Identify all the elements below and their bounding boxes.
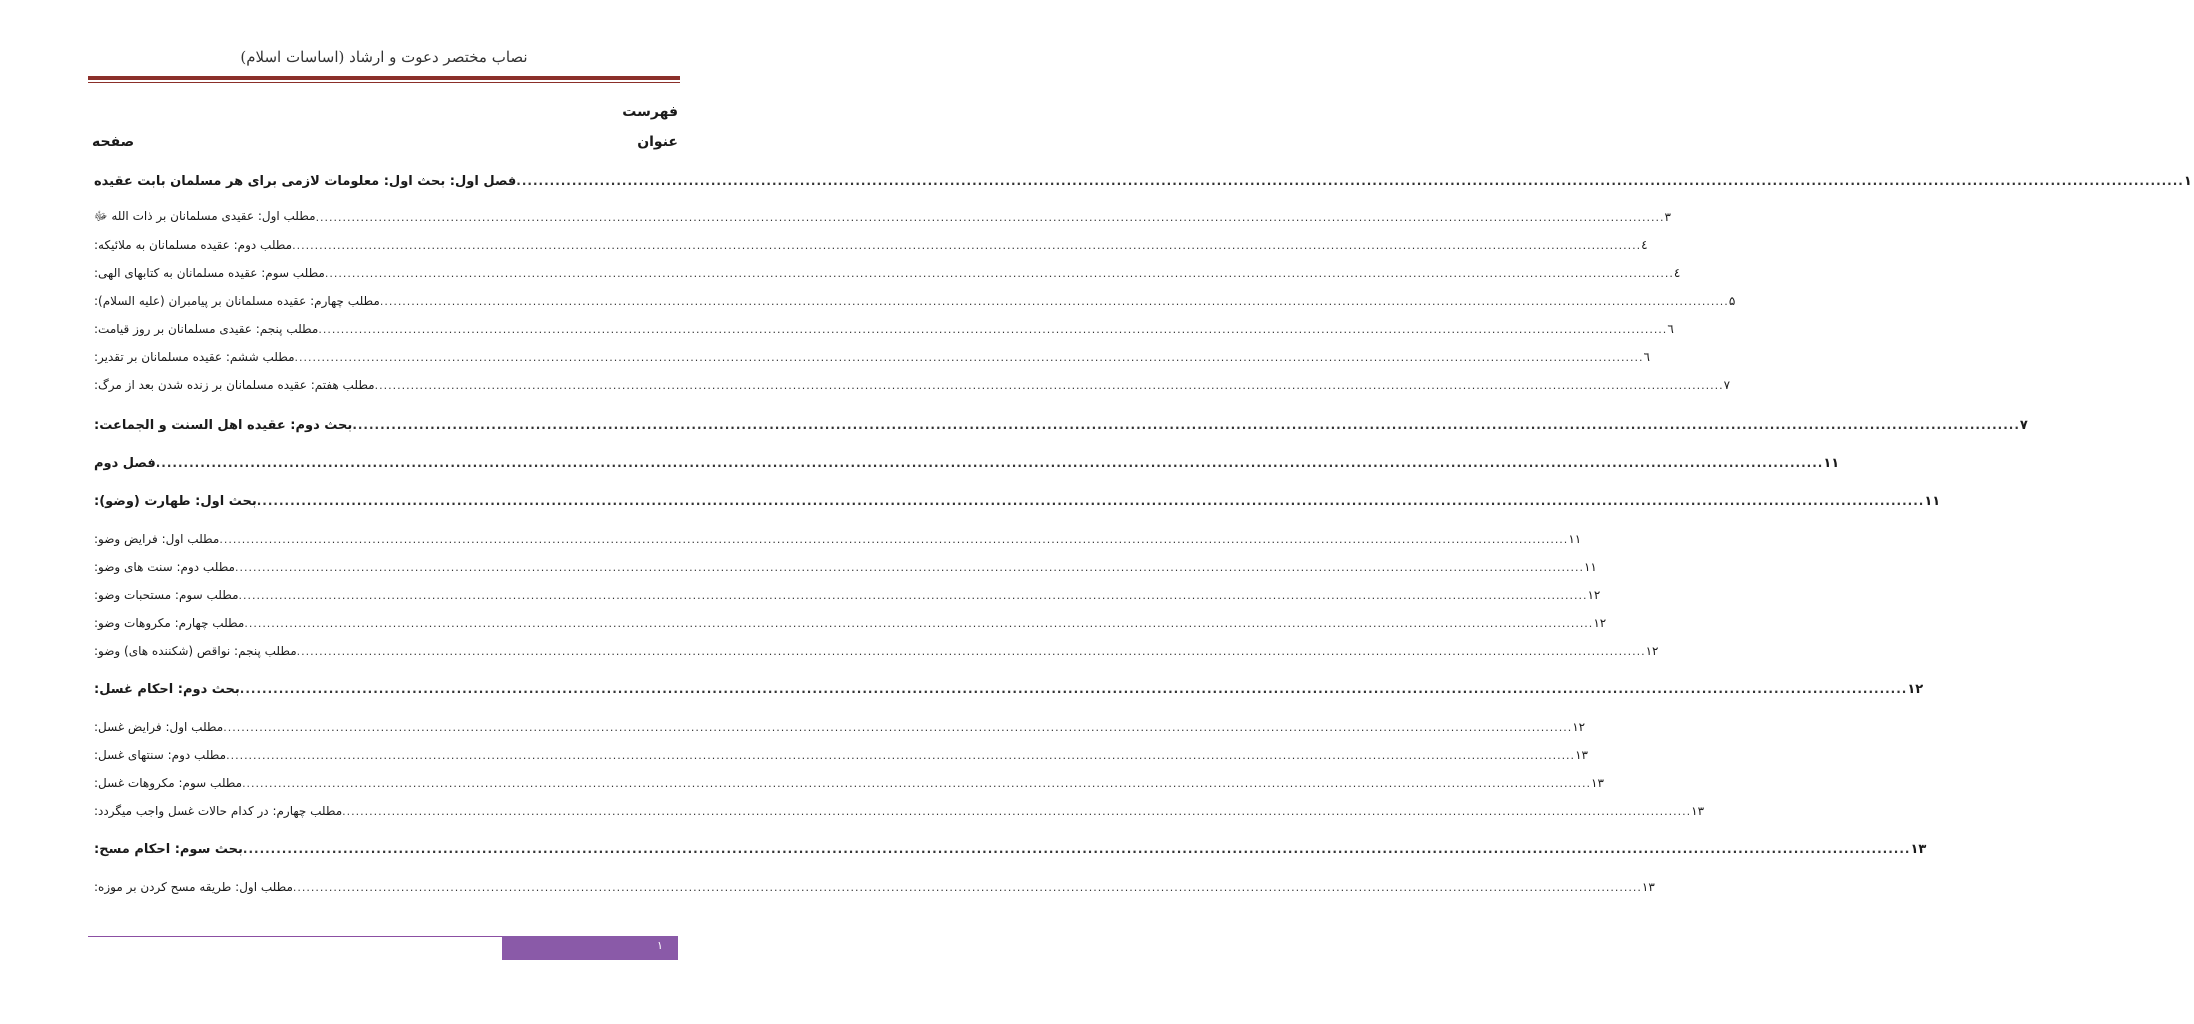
toc-entry-page: ۱۲ [1572,720,1586,734]
toc-entry-row[interactable] [90,529,1582,549]
toc-entry-page: ۱۳ [1641,880,1655,894]
toc-entry-title: مطلب پنجم: نواقص (شکننده های) وضو: [94,644,297,658]
toc-entry-page: ۱۱ [1924,493,1941,509]
toc-entry-title: مطلب چهارم: عقیده مسلمانان بر پیامبران (علیه السلام): [94,294,380,308]
toc-heading-row[interactable] [90,415,2028,435]
footer-rule [88,936,502,937]
toc-entry-row[interactable] [90,263,1681,283]
toc-heading-row[interactable] [90,679,1924,699]
toc-leader-dots: ............................................................................................................................................................................................................................................................................................................ [223,720,1573,734]
toc-entry-page: ٤ [1673,266,1681,280]
toc-entry-title: مطلب دوم: عقیده مسلمانان به ملائیکه: [94,238,293,252]
toc-entry-page: ۱ [2183,173,2192,189]
toc-entry-page: ۱۱ [1583,560,1597,574]
toc-entry-row[interactable] [90,375,1731,395]
toc-entry-title: مطلب سوم: مکروهات غسل: [94,776,243,790]
toc-entry-page: ۱۲ [1587,588,1601,602]
toc-entry-title: فصل اول: بحث اول: معلومات لازمی برای هر مسلمان بابت عقیده [94,173,517,189]
toc-column-page: صفحه [92,134,135,150]
toc-leader-dots: ............................................................................................................................................................................................................................................................................................................ [318,322,1668,336]
toc-heading-row[interactable] [90,171,2192,191]
toc-leader-dots: ............................................................................................................................................................................................................................................................................................................ [294,350,1644,364]
toc-entry-title: مطلب سوم: عقیده مسلمانان به کتابهای الهی: [94,266,325,280]
toc-entry-row[interactable] [90,801,1705,821]
toc-entry-row[interactable] [90,585,1601,605]
toc-leader-dots: ............................................................................................................................................................................................................................................................................................................ [244,616,1594,630]
footer-page-number: ۱ [657,939,663,952]
toc-entry-title: مطلب سوم: مستحبات وضو: [94,588,239,602]
toc-entry-page: ٦ [1643,350,1650,364]
toc-entry-row[interactable] [90,641,1659,661]
running-header: نصاب مختصر دعوت و ارشاد (اساسات اسلام) [240,48,528,66]
toc-leader-dots: ............................................................................................................................................................................................................................................................................................................ [292,238,1642,252]
toc-heading-row[interactable] [90,839,1927,859]
toc-entry-row[interactable] [90,235,1648,255]
toc-leader-dots: ............................................................................................................................................................................................................................................................................................................ [516,174,2184,188]
toc-leader-dots: ............................................................................................................................................................................................................................................................................................................ [226,748,1576,762]
toc-entry-title: مطلب اول: طریقه مسح کردن بر موزه: [94,880,293,894]
toc-entry-title: مطلب دوم: سنتهای غسل: [94,748,227,762]
toc-entry-page: ۱۲ [1593,616,1607,630]
toc-leader-dots: ............................................................................................................................................................................................................................................................................................................ [155,456,1824,470]
toc-entry-page: ۷ [2019,417,2028,433]
toc-entry-page: ۱۳ [1575,748,1588,762]
toc-entry-row[interactable] [90,347,1650,367]
toc-entry-title: بحث اول: طهارت (وضو): [94,493,257,509]
toc-leader-dots: ............................................................................................................................................................................................................................................................................................................ [234,560,1584,574]
toc-entry-row[interactable] [90,207,1671,227]
toc-entry-row[interactable] [90,745,1588,765]
toc-entry-row[interactable] [90,319,1674,339]
toc-entry-page: ٦ [1667,322,1674,336]
toc-leader-dots: ............................................................................................................................................................................................................................................................................................................ [352,418,2020,432]
toc-column-title: عنوان [637,134,678,150]
toc-title: فهرست [622,104,678,120]
toc-entry-title: مطلب اول: فرایض وضو: [94,532,220,546]
toc-leader-dots: ............................................................................................................................................................................................................................................................................................................ [315,210,1665,224]
toc-entry-page: ۱۳ [1691,804,1705,818]
toc-entry-page: ۱۳ [1910,841,1927,857]
toc-entry-title: مطلب اول: فرایض غسل: [94,720,224,734]
toc-entry-title: بحث سوم: احکام مسح: [94,841,243,857]
toc-entry-page: ۱۳ [1591,776,1604,790]
toc-leader-dots: ............................................................................................................................................................................................................................................................................................................ [219,532,1569,546]
toc-entry-title: مطلب پنجم: عقیدی مسلمانان بر روز قیامت: [94,322,319,336]
toc-entry-row[interactable] [90,717,1586,737]
toc-leader-dots: ............................................................................................................................................................................................................................................................................................................ [238,588,1588,602]
toc-leader-dots: ............................................................................................................................................................................................................................................................................................................ [374,378,1724,392]
toc-leader-dots: ............................................................................................................................................................................................................................................................................................................ [242,776,1592,790]
toc-leader-dots: ............................................................................................................................................................................................................................................................................................................ [342,804,1692,818]
toc-leader-dots: ............................................................................................................................................................................................................................................................................................................ [324,266,1674,280]
toc-entry-row[interactable] [90,877,1655,897]
toc-entry-page: ۱۲ [1645,644,1659,658]
toc-entry-title: فصل دوم [94,455,156,471]
toc-entry-title: مطلب دوم: سنت های وضو: [94,560,235,574]
toc-leader-dots: ............................................................................................................................................................................................................................................................................................................ [239,682,1908,696]
toc-heading-row[interactable] [90,491,1941,511]
toc-entry-row[interactable] [90,291,1736,311]
toc-entry-title: مطلب ششم: عقیده مسلمانان بر تقدیر: [94,350,295,364]
toc-entry-page: ۱۱ [1823,455,1840,471]
toc-entry-row[interactable] [90,557,1597,577]
toc-entry-page: ۷ [1723,378,1731,392]
toc-entry-title: مطلب چهارم: در کدام حالات غسل واجب میگردد: [94,804,343,818]
toc-heading-row[interactable] [90,453,1840,473]
toc-entry-page: ٤ [1641,238,1648,252]
toc-leader-dots: ............................................................................................................................................................................................................................................................................................................ [256,494,1925,508]
toc-entry-page: ۳ [1664,210,1671,224]
toc-entry-title: مطلب اول: عقیدی مسلمانان بر ذات الله ﷻ [94,208,316,223]
header-rule-thin [88,82,680,83]
toc-entry-page: ۱۱ [1568,532,1582,546]
toc-leader-dots: ............................................................................................................................................................................................................................................................................................................ [379,294,1729,308]
toc-leader-dots: ............................................................................................................................................................................................................................................................................................................ [292,880,1642,894]
toc-entry-row[interactable] [90,613,1607,633]
toc-leader-dots: ............................................................................................................................................................................................................................................................................................................ [242,842,1911,856]
header-rule [88,76,680,80]
toc-entry-page: ۵ [1728,294,1736,308]
toc-entry-title: بحث دوم: عقیده اهل السنت و الجماعت: [94,417,353,433]
toc-entry-title: مطلب هفتم: عقیده مسلمانان بر زنده شدن بعد از مرگ: [94,378,375,392]
toc-entry-row[interactable] [90,773,1604,793]
toc-entry-title: بحث دوم: احکام غسل: [94,681,240,697]
toc-leader-dots: ............................................................................................................................................................................................................................................................................................................ [296,644,1646,658]
toc-entry-page: ۱۲ [1907,681,1924,697]
toc-entry-title: مطلب چهارم: مکروهات وضو: [94,616,245,630]
